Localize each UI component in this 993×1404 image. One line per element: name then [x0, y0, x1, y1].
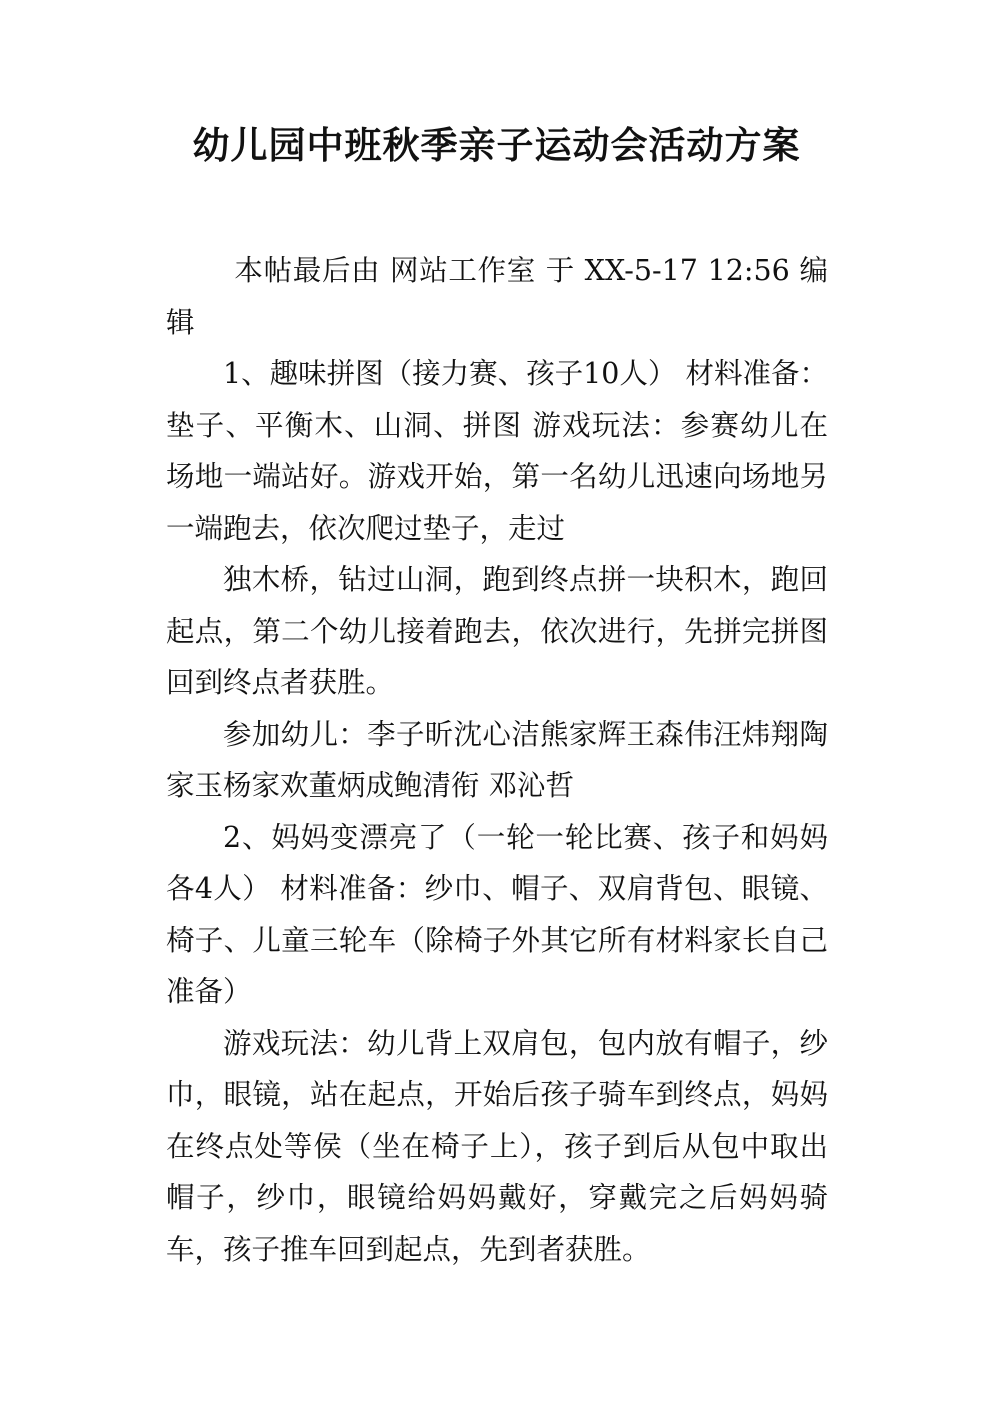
document-title: 幼儿园中班秋季亲子运动会活动方案 [192, 124, 801, 167]
game-1-paragraph: 1、趣味拼图（接力赛、孩子10人） 材料准备：垫子、平衡木、山洞、拼图 游戏玩法：参赛幼儿在场地一端站好。游戏开始，第一名幼儿迅速向场地另一端跑去，依次爬过垫子，走过 [166, 357, 828, 545]
edit-note-paragraph: 本帖最后由 网站工作室 于 XX-5-17 12:56 编辑 [166, 254, 828, 339]
game-1-rules-continued-paragraph: 独木桥，钻过山洞，跑到终点拼一块积木，跑回起点，第二个幼儿接着跑去，依次进行，先拼完拼图回到终点者获胜。 [166, 563, 828, 699]
game-2-paragraph: 2、妈妈变漂亮了（一轮一轮比赛、孩子和妈妈各4人） 材料准备：纱巾、帽子、双肩背包、眼镜、椅子、儿童三轮车（除椅子外其它所有材料家长自己准备） [166, 820, 828, 1008]
game-2-rules-paragraph: 游戏玩法：幼儿背上双肩包，包内放有帽子，纱巾，眼镜，站在起点，开始后孩子骑车到终点，妈妈在终点处等侯（坐在椅子上），孩子到后从包中取出帽子，纱巾，眼镜给妈妈戴好，穿戴完之后妈妈骑车，孩子推车回到起点，先到者获胜。 [166, 1026, 828, 1266]
document-body [166, 245, 828, 1275]
participants-paragraph: 参加幼儿：李子昕沈心洁熊家辉王森伟汪炜翔陶家玉杨家欢董炳成鲍清衔 邓沁哲 [166, 717, 828, 802]
